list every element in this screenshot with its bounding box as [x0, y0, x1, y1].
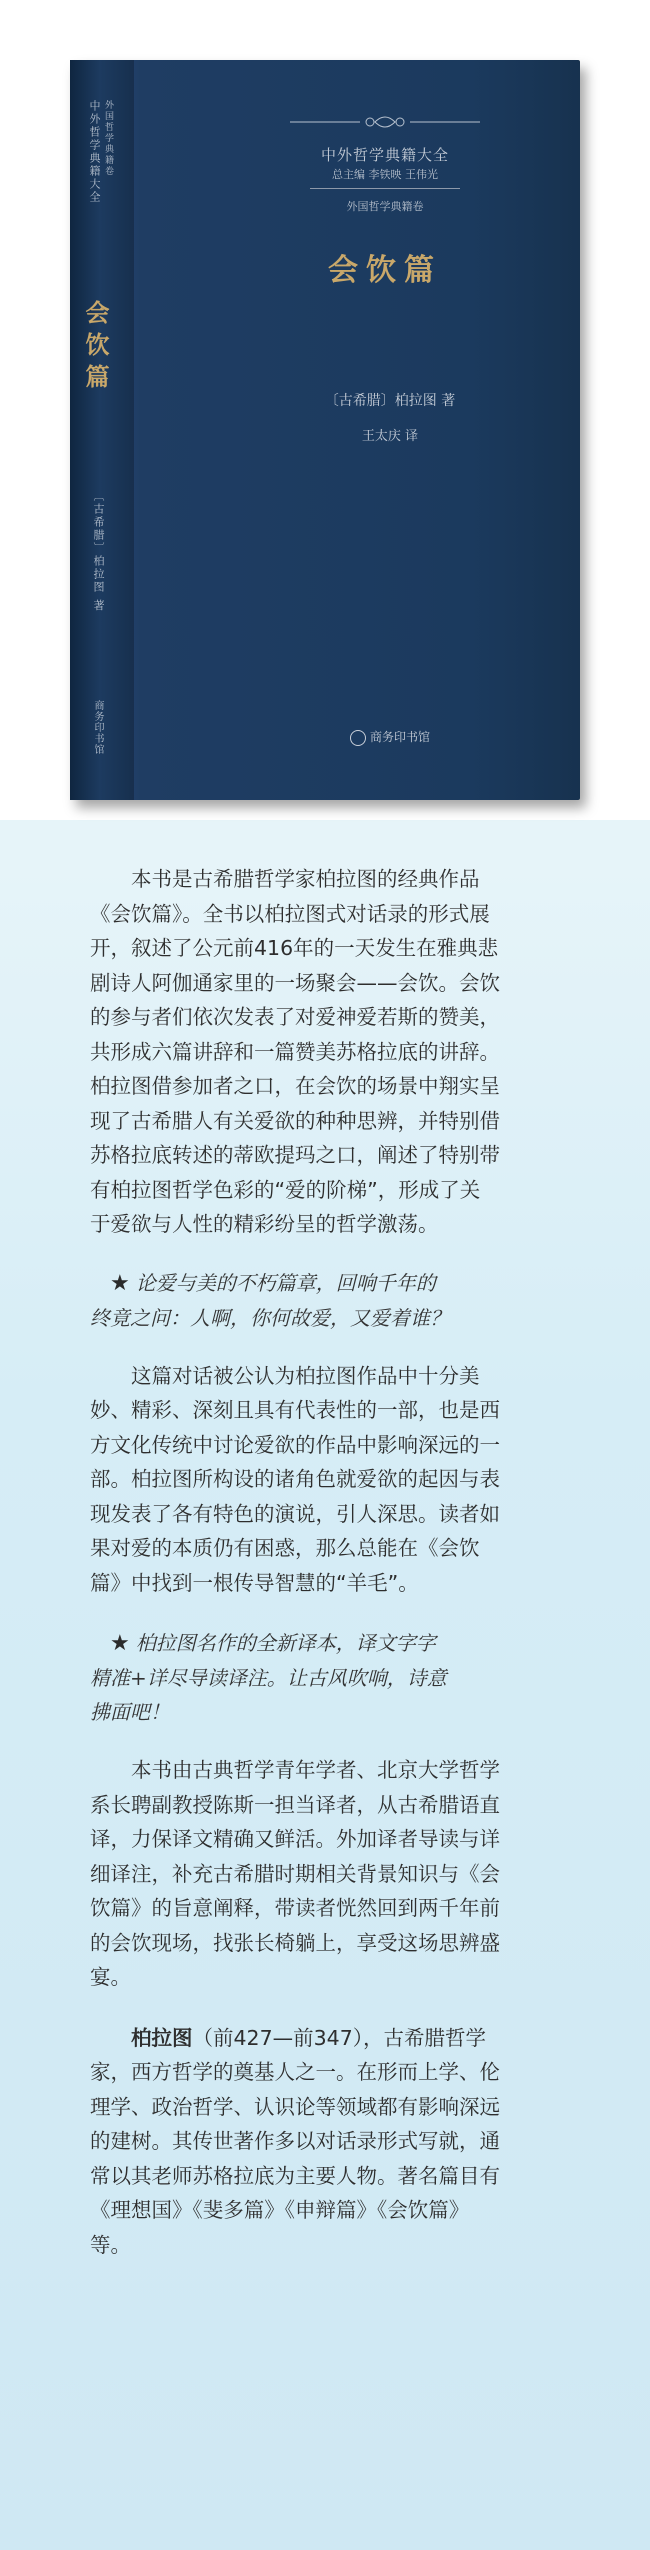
star-icon: ★: [110, 1631, 130, 1656]
para-line: 细译注，补充古希腊时期相关背景知识与《会: [90, 1861, 500, 1886]
para-line: 果对爱的本质仍有困惑，那么总能在《会饮: [90, 1536, 480, 1560]
para-line: 于爱欲与人性的精彩纷呈的哲学激荡。: [90, 1212, 439, 1236]
cover-divider: [310, 188, 460, 189]
spine-title: 会饮篇: [81, 300, 110, 396]
para-line: 方文化传统中讨论爱欲的作品中影响深远的一: [90, 1432, 500, 1457]
para-line: 苏格拉底转述的蒂欧提玛之口，阐述了特别带: [90, 1143, 500, 1167]
para-line: 妙、精彩、深刻且具有代表性的一部，也是西: [90, 1398, 500, 1422]
author-bio-paragraph: [90, 2021, 568, 2263]
para-line: 的参与者们依次发表了对爱神爱若斯的赞美，: [90, 1005, 500, 1029]
cover-author: 〔古希腊〕柏拉图 著: [324, 393, 456, 409]
quote-text: 论爱与美的不朽篇章，回响千年的: [135, 1270, 436, 1295]
quote-line: 终竟之问：人啊，你何故爱，又爱着谁？: [90, 1305, 450, 1330]
spine-series: 中外哲学典籍大全: [88, 100, 101, 204]
author-dates: （前427—前347），古希腊哲学: [192, 2025, 487, 2050]
para-line: 开，叙述了公元前416年的一天发生在雅典悲: [90, 936, 499, 960]
para-line: 译，力保译文精确又鲜活。外加译者导读与详: [90, 1827, 500, 1851]
cover-series-title: 中外哲学典籍大全: [320, 146, 449, 164]
para-line: 饮篇》的旨意阐释，带读者恍然回到两千年前: [90, 1896, 500, 1920]
para-line: [90, 2021, 568, 2056]
cover-editors: 总主编 李铁映 王伟光: [332, 168, 438, 181]
intro-paragraph: [90, 862, 568, 1242]
para-line: 《会饮篇》。全书以柏拉图式对话录的形式展: [90, 901, 490, 926]
para-line: 这篇对话被公认为柏拉图作品中十分美: [131, 1363, 480, 1388]
star-icon: ★: [110, 1270, 130, 1296]
para-line: 有柏拉图哲学色彩的“爱的阶梯”，形成了关: [90, 1177, 481, 1202]
para-line: 的建树。其传世著作多以对话录形式写就，通: [90, 2129, 500, 2153]
para-line: 本书是古希腊哲学家柏拉图的经典作品: [131, 867, 480, 891]
cover-title: 会饮篇: [328, 253, 442, 288]
book-description: [90, 862, 568, 2262]
quote-line: 拂面吧！: [90, 1700, 170, 1724]
para-line: 宴。: [90, 1965, 131, 1989]
para-line: 篇》中找到一根传导智慧的“羊毛”。: [90, 1570, 419, 1595]
cover-translator: 王太庆 译: [361, 429, 419, 444]
para-line: 理学、政治哲学、认识论等领域都有影响深远: [90, 2094, 500, 2119]
para-line: 柏拉图借参加者之口，在会饮的场景中翔实呈: [90, 1074, 500, 1098]
translation-paragraph: [90, 1753, 568, 1995]
para-line: 共形成六篇讲辞和一篇赞美苏格拉底的讲辞。: [90, 1039, 500, 1064]
para-line: 常以其老师苏格拉底为主要人物。著名篇目有: [90, 2163, 500, 2188]
author-name: 柏拉图: [131, 2025, 193, 2050]
para-line: 部。柏拉图所构设的诸角色就爱欲的起因与表: [90, 1467, 500, 1491]
publisher-logo-icon: [350, 730, 366, 746]
para-line: 家，西方哲学的奠基人之一。在形而上学、伦: [90, 2060, 500, 2084]
highlight-quote-1: [90, 1266, 568, 1335]
spine-subseries: 外国哲学典籍卷: [103, 100, 113, 177]
book-cover-area: [0, 0, 650, 820]
para-line: 本书由古典哲学青年学者、北京大学哲学: [131, 1758, 500, 1782]
cover-publisher: [300, 728, 480, 746]
para-line: 等。: [90, 2232, 131, 2257]
significance-paragraph: [90, 1359, 568, 1601]
para-line: 《理想国》《斐多篇》《申辩篇》《会饮篇》: [90, 2198, 470, 2222]
spine-author: 〔古希腊〕柏拉图 著: [92, 490, 105, 613]
para-line: 剧诗人阿伽通家里的一场聚会——会饮。会饮: [90, 970, 500, 995]
para-line: 的会饮现场，找张长椅躺上，享受这场思辨盛: [90, 1930, 500, 1955]
para-line: 现发表了各有特色的演说，引人深思。读者如: [90, 1501, 500, 1526]
quote-text: 柏拉图名作的全新译本，译文字字: [135, 1631, 436, 1655]
quote-line: 精准+详尽导读译注。让古风吹响，诗意: [90, 1666, 447, 1690]
spine-fold: [130, 60, 134, 800]
cover-subseries: 外国哲学典籍卷: [346, 200, 424, 213]
cover-publisher-name: 商务印书馆: [369, 730, 430, 744]
ornament-icon: [280, 110, 490, 134]
book-cover[interactable]: [70, 60, 580, 800]
spine-publisher: 商务印书馆: [92, 700, 103, 755]
highlight-quote-2: [90, 1626, 568, 1729]
quote-line: [90, 1626, 568, 1661]
para-line: 现了古希腊人有关爱欲的种种思辨，并特别借: [90, 1108, 500, 1133]
para-line: 系长聘副教授陈斯一担当译者，从古希腊语直: [90, 1792, 500, 1817]
quote-line: [90, 1266, 568, 1301]
